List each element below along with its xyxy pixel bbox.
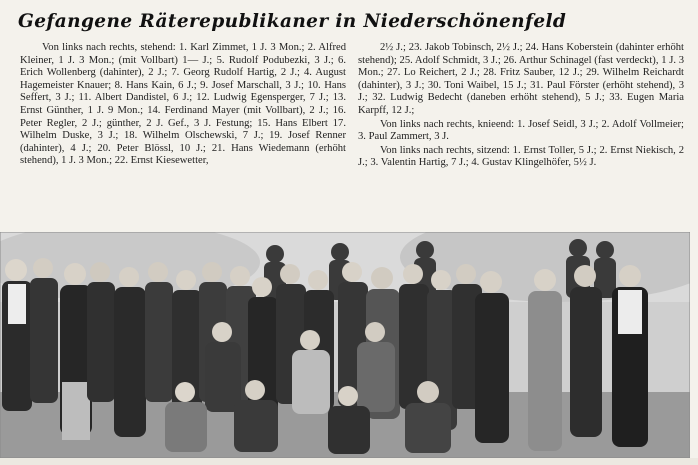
caption-standing-part2: 2½ J.; 23. Jakob Tobinsch, 2½ J.; 24. Hans Koberstein (dahinter erhöht stehend); 25. Adolf Schmidt, 3 J.; 26. Arthur Schinagel (fast verdeckt), 1 J. 3 Mon.; 27. Lo Reichert, 2 J.; 28. Fritz Sauber, 12 J.; 29. Wilhelm Reichardt (dahinter), 3 J.; 30. Toni Waibel, 15 J.; 31. Paul Förster (erhöht stehend), 3 J.; 32. Ludwig Bedecht (daneben erhöht stehend), 5 J.; 33. Eugen Maria Karpff, 12 J.; xyxy=(358,42,684,116)
page-margin xyxy=(0,458,698,465)
headline: Gefangene Räterepublikaner in Niederschönenfeld xyxy=(18,11,567,32)
caption-sitting: Von links nach rechts, sitzend: 1. Ernst Toller, 5 J.; 2. Ernst Niekisch, 2 J.; 3. Valentin Hartig, 7 J.; 4. Gustav Klingelhöfer, 5½ J. xyxy=(358,144,684,169)
caption-kneeling: Von links nach rechts, knieend: 1. Josef Seidl, 3 J.; 2. Adolf Vollmeier; 3. Paul Zammert, 3 J. xyxy=(358,118,684,143)
caption-column-right xyxy=(358,42,684,222)
caption-column-left xyxy=(20,42,346,222)
group-photograph-drawing xyxy=(0,232,690,458)
group-photograph xyxy=(0,232,690,458)
photo-caption xyxy=(20,42,684,222)
caption-standing-part1: Von links nach rechts, stehend: 1. Karl Zimmet, 1 J. 3 Mon.; 2. Alfred Kleiner, 1 J. 3 Mon.; (mit Vollbart) 1— J.; 5. Rudolf Podubezki, 3 J.; 6. Erich Wollenberg (dahinter), 2 J.; 7. Georg Rudolf Hartig, 2 J.; 4. August Hagemeister Knauer; 8. Hans Kain, 6 J.; 9. Josef Marschall, 3 J.; 10. Hans Seffert, 3 J.; 11. Albert Dandistel, 6 J.; 12. Ludwig Egensperger, 7 J.; 13. Ernst Günther, 1 J. 9 Mon.; 14. Ferdinand Mayer (mit Vollbart), 2 J.; 16. Peter Regler, 2 J.; günther, 2 J. Gef., 3 J. Festung; 15. Hans Elbert 17. Wilhelm Duske, 3 J.; 18. Wilhelm Olschewski, 7 J.; 19. Josef Renner (dahinter), 4 J.; 20. Peter Blössl, 10 J.; 21. Hans Wiedemann (erhöht stehend), 1 J. 3 Mon.; 22. Ernst Kiesewetter, xyxy=(20,42,346,167)
